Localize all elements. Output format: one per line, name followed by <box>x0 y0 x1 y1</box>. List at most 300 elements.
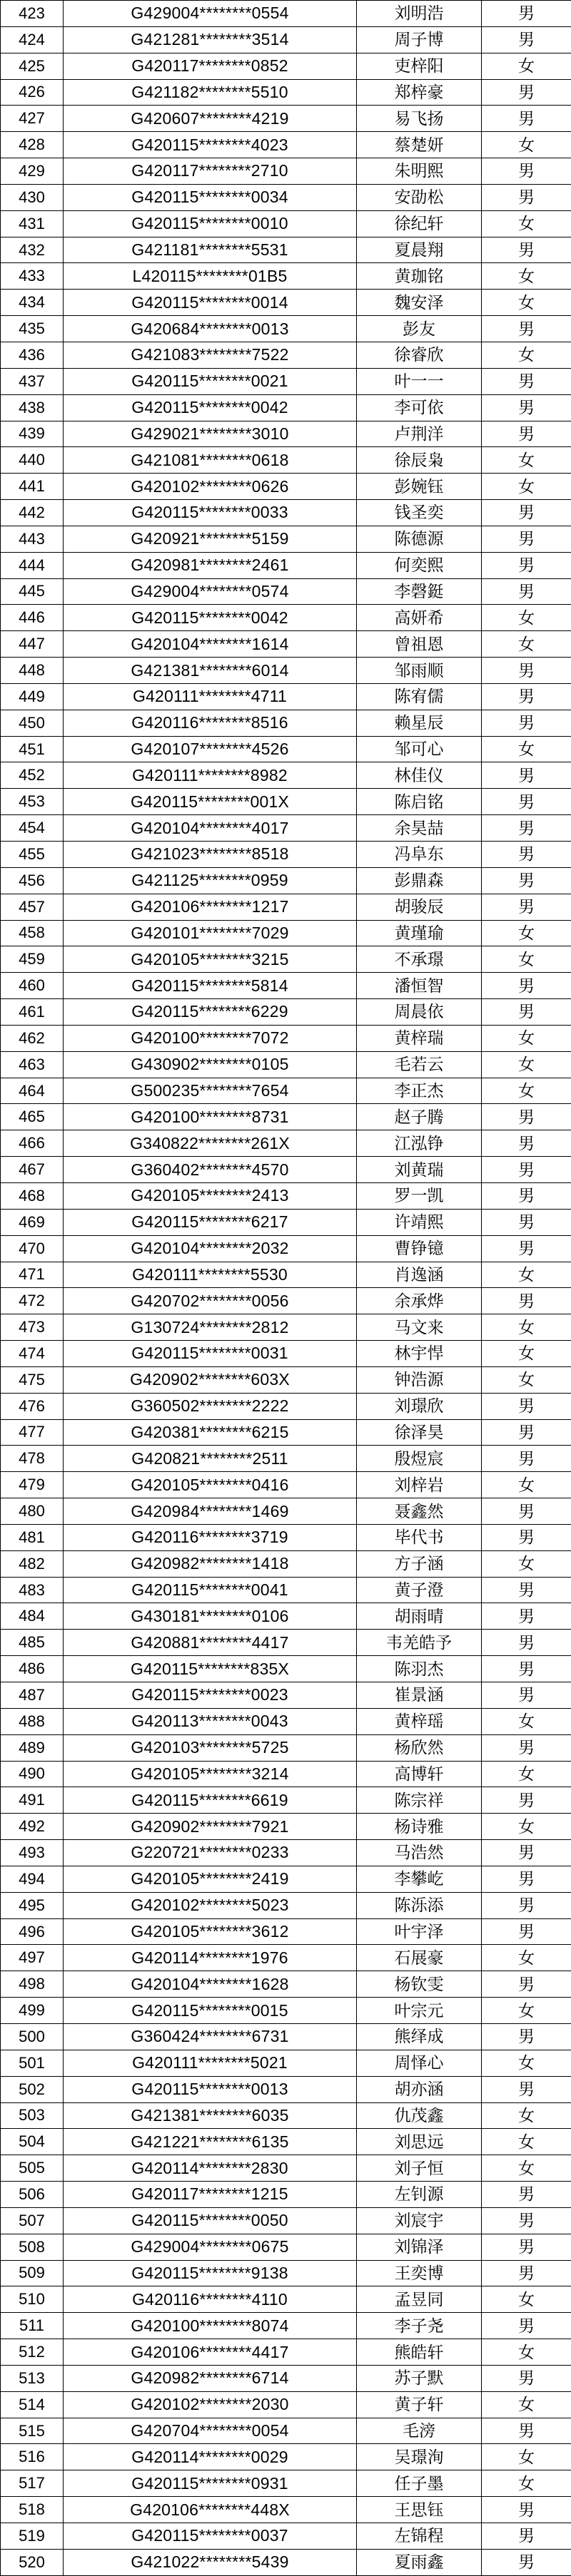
gender-cell: 男 <box>482 1787 571 1814</box>
gender-cell: 男 <box>482 1840 571 1866</box>
row-number-cell: 476 <box>1 1393 64 1419</box>
student-name-cell: 高博轩 <box>357 1761 482 1787</box>
table-row <box>1 1104 571 1130</box>
student-name-cell: 徐睿欣 <box>357 342 482 368</box>
id-number-cell: G421182********5510 <box>64 79 357 106</box>
id-number-cell: G420115********0021 <box>64 368 357 394</box>
student-name-cell: 夏晨翔 <box>357 237 482 263</box>
gender-cell: 男 <box>482 1971 571 1998</box>
id-number-cell: G420115********0042 <box>64 394 357 421</box>
gender-cell: 女 <box>482 474 571 500</box>
table-row <box>1 762 571 789</box>
id-number-cell: G360402********4570 <box>64 1157 357 1183</box>
gender-cell: 女 <box>482 53 571 79</box>
student-name-cell: 毛若云 <box>357 1051 482 1078</box>
student-name-cell: 胡雨晴 <box>357 1603 482 1630</box>
row-number-cell: 510 <box>1 2286 64 2313</box>
row-number-cell: 439 <box>1 421 64 447</box>
row-number-cell: 480 <box>1 1498 64 1525</box>
table-row <box>1 1814 571 1840</box>
row-number-cell: 518 <box>1 2497 64 2523</box>
student-name-cell: 易飞扬 <box>357 106 482 132</box>
id-number-cell: G421221********6135 <box>64 2129 357 2155</box>
table-row <box>1 2365 571 2391</box>
row-number-cell: 514 <box>1 2391 64 2418</box>
table-row <box>1 658 571 684</box>
student-name-cell: 左锦程 <box>357 2523 482 2550</box>
table-row <box>1 237 571 263</box>
row-number-cell: 464 <box>1 1078 64 1104</box>
student-name-cell: 彭婉钰 <box>357 474 482 500</box>
gender-cell: 男 <box>482 1288 571 1314</box>
row-number-cell: 498 <box>1 1971 64 1998</box>
student-name-cell: 黄瑾瑜 <box>357 920 482 946</box>
table-row <box>1 394 571 421</box>
table-row <box>1 2418 571 2444</box>
gender-cell: 男 <box>482 1682 571 1709</box>
gender-cell: 男 <box>482 368 571 394</box>
row-number-cell: 433 <box>1 263 64 290</box>
gender-cell: 男 <box>482 894 571 920</box>
row-number-cell: 469 <box>1 1209 64 1235</box>
gender-cell: 女 <box>482 1945 571 1971</box>
gender-cell: 男 <box>482 1130 571 1157</box>
table-row <box>1 1472 571 1498</box>
student-name-cell: 徐辰枭 <box>357 447 482 474</box>
student-name-cell: 杨诗雅 <box>357 1814 482 1840</box>
gender-cell: 女 <box>482 2286 571 2313</box>
table-row <box>1 1603 571 1630</box>
student-name-cell: 蔡楚妍 <box>357 132 482 158</box>
student-name-cell: 罗一凯 <box>357 1182 482 1209</box>
row-number-cell: 446 <box>1 605 64 631</box>
id-number-cell: G420115********0013 <box>64 2076 357 2102</box>
row-number-cell: 500 <box>1 2023 64 2050</box>
row-number-cell: 481 <box>1 1524 64 1550</box>
student-name-cell: 刘锦泽 <box>357 2234 482 2260</box>
row-number-cell: 504 <box>1 2129 64 2155</box>
id-number-cell: G420115********6619 <box>64 1787 357 1814</box>
table-row <box>1 1682 571 1709</box>
id-number-cell: G420106********1217 <box>64 894 357 920</box>
id-number-cell: G420111********5530 <box>64 1262 357 1288</box>
row-number-cell: 453 <box>1 789 64 815</box>
row-number-cell: 465 <box>1 1104 64 1130</box>
student-name-cell: 彭友 <box>357 316 482 342</box>
row-number-cell: 505 <box>1 2155 64 2182</box>
table-row <box>1 1918 571 1945</box>
row-number-cell: 424 <box>1 26 64 53</box>
row-number-cell: 499 <box>1 1998 64 2024</box>
row-number-cell: 473 <box>1 1314 64 1341</box>
row-number-cell: 509 <box>1 2260 64 2286</box>
gender-cell: 男 <box>482 842 571 868</box>
gender-cell: 女 <box>482 1998 571 2024</box>
table-row <box>1 1314 571 1341</box>
row-number-cell: 449 <box>1 683 64 710</box>
student-name-cell: 刘璟欣 <box>357 1393 482 1419</box>
table-row <box>1 79 571 106</box>
id-number-cell: G420106********4417 <box>64 2339 357 2366</box>
gender-cell: 女 <box>482 736 571 762</box>
row-number-cell: 443 <box>1 526 64 552</box>
gender-cell: 男 <box>482 762 571 789</box>
student-name-cell: 徐泽昊 <box>357 1419 482 1446</box>
student-name-cell: 孟昱同 <box>357 2286 482 2313</box>
table-row <box>1 26 571 53</box>
student-name-cell: 李磬鋌 <box>357 578 482 605</box>
student-name-cell: 黄梓瑶 <box>357 1708 482 1734</box>
id-number-cell: G420107********4526 <box>64 736 357 762</box>
row-number-cell: 486 <box>1 1656 64 1682</box>
student-name-cell: 不承璟 <box>357 946 482 973</box>
id-number-cell: G421381********6014 <box>64 658 357 684</box>
row-number-cell: 489 <box>1 1734 64 1761</box>
student-name-cell: 安劭松 <box>357 184 482 210</box>
row-number-cell: 508 <box>1 2234 64 2260</box>
row-number-cell: 520 <box>1 2549 64 2575</box>
table-row <box>1 1734 571 1761</box>
row-number-cell: 423 <box>1 1 64 27</box>
gender-cell: 男 <box>482 789 571 815</box>
table-row <box>1 1078 571 1104</box>
gender-cell: 男 <box>482 1209 571 1235</box>
gender-cell: 女 <box>482 132 571 158</box>
id-number-cell: G420982********6714 <box>64 2365 357 2391</box>
gender-cell: 男 <box>482 1892 571 1918</box>
id-number-cell: G420114********2830 <box>64 2155 357 2182</box>
id-number-cell: G420111********4711 <box>64 683 357 710</box>
id-number-cell: G420115********0034 <box>64 184 357 210</box>
student-name-cell: 马浩然 <box>357 1840 482 1866</box>
row-number-cell: 430 <box>1 184 64 210</box>
row-number-cell: 490 <box>1 1761 64 1787</box>
table-row <box>1 894 571 920</box>
row-number-cell: 501 <box>1 2050 64 2076</box>
table-row <box>1 342 571 368</box>
student-name-cell: 任子墨 <box>357 2470 482 2497</box>
student-name-cell: 刘明浩 <box>357 1 482 27</box>
table-row <box>1 184 571 210</box>
id-number-cell: G420115********4023 <box>64 132 357 158</box>
row-number-cell: 471 <box>1 1262 64 1288</box>
id-number-cell: G421023********8518 <box>64 842 357 868</box>
row-number-cell: 440 <box>1 447 64 474</box>
id-number-cell: G420115********835X <box>64 1656 357 1682</box>
id-number-cell: G429004********0675 <box>64 2234 357 2260</box>
table-row <box>1 500 571 526</box>
id-number-cell: G420881********4417 <box>64 1630 357 1656</box>
table-row <box>1 1 571 27</box>
id-number-cell: G420105********3612 <box>64 1918 357 1945</box>
gender-cell: 男 <box>482 1577 571 1603</box>
id-number-cell: G429004********0554 <box>64 1 357 27</box>
gender-cell: 男 <box>482 1734 571 1761</box>
table-row <box>1 1235 571 1262</box>
id-number-cell: G130724********2812 <box>64 1314 357 1341</box>
gender-cell: 女 <box>482 1366 571 1393</box>
gender-cell: 男 <box>482 79 571 106</box>
student-name-cell: 毕代书 <box>357 1524 482 1550</box>
row-number-cell: 458 <box>1 920 64 946</box>
gender-cell: 女 <box>482 1472 571 1498</box>
id-number-cell: G420921********5159 <box>64 526 357 552</box>
id-number-cell: G420114********1976 <box>64 1945 357 1971</box>
student-name-cell: 赖星辰 <box>357 710 482 736</box>
student-name-cell: 王奕博 <box>357 2260 482 2286</box>
row-number-cell: 513 <box>1 2365 64 2391</box>
id-number-cell: G420100********8731 <box>64 1104 357 1130</box>
student-name-cell: 林佳仪 <box>357 762 482 789</box>
row-number-cell: 455 <box>1 842 64 868</box>
table-row <box>1 1419 571 1446</box>
row-number-cell: 491 <box>1 1787 64 1814</box>
id-number-cell: G420113********0043 <box>64 1708 357 1734</box>
student-name-cell: 毛滂 <box>357 2418 482 2444</box>
table-row <box>1 210 571 237</box>
gender-cell: 男 <box>482 500 571 526</box>
row-number-cell: 462 <box>1 1025 64 1051</box>
table-row <box>1 132 571 158</box>
gender-cell: 男 <box>482 1866 571 1892</box>
student-name-cell: 崔景涵 <box>357 1682 482 1709</box>
id-number-cell: G420117********2710 <box>64 158 357 185</box>
id-number-cell: G429004********0574 <box>64 578 357 605</box>
table-row <box>1 447 571 474</box>
student-name-cell: 杨欣然 <box>357 1734 482 1761</box>
id-number-cell: G420100********7072 <box>64 1025 357 1051</box>
student-name-cell: 彭鼎森 <box>357 867 482 894</box>
gender-cell: 女 <box>482 2155 571 2182</box>
id-number-cell: G420115********001X <box>64 789 357 815</box>
row-number-cell: 435 <box>1 316 64 342</box>
row-number-cell: 511 <box>1 2313 64 2339</box>
gender-cell: 男 <box>482 1182 571 1209</box>
id-number-cell: G421022********5439 <box>64 2549 357 2575</box>
id-number-cell: G420704********0054 <box>64 2418 357 2444</box>
row-number-cell: 512 <box>1 2339 64 2366</box>
student-name-cell: 刘宸宇 <box>357 2207 482 2234</box>
table-row <box>1 605 571 631</box>
student-name-cell: 左钊源 <box>357 2182 482 2208</box>
id-number-cell: G500235********7654 <box>64 1078 357 1104</box>
gender-cell: 男 <box>482 1104 571 1130</box>
student-name-cell: 刘思远 <box>357 2129 482 2155</box>
row-number-cell: 485 <box>1 1630 64 1656</box>
gender-cell: 男 <box>482 106 571 132</box>
id-number-cell: G360424********6731 <box>64 2023 357 2050</box>
gender-cell: 男 <box>482 2523 571 2550</box>
table-row <box>1 2207 571 2234</box>
student-name-cell: 曾祖恩 <box>357 631 482 658</box>
row-number-cell: 456 <box>1 867 64 894</box>
id-number-cell: G420105********2419 <box>64 1866 357 1892</box>
student-name-cell: 余承烨 <box>357 1288 482 1314</box>
gender-cell: 女 <box>482 1550 571 1577</box>
row-number-cell: 431 <box>1 210 64 237</box>
student-name-cell: 叶一一 <box>357 368 482 394</box>
id-number-cell: G420381********6215 <box>64 1419 357 1446</box>
table-row <box>1 263 571 290</box>
table-row <box>1 1577 571 1603</box>
table-row <box>1 815 571 842</box>
gender-cell: 男 <box>482 1498 571 1525</box>
gender-cell: 男 <box>482 2076 571 2102</box>
table-row <box>1 2260 571 2286</box>
table-row <box>1 1393 571 1419</box>
table-row <box>1 158 571 185</box>
gender-cell: 男 <box>482 1656 571 1682</box>
student-name-cell: 李正杰 <box>357 1078 482 1104</box>
gender-cell: 男 <box>482 184 571 210</box>
gender-cell: 女 <box>482 1025 571 1051</box>
gender-cell: 女 <box>482 342 571 368</box>
table-row <box>1 1182 571 1209</box>
gender-cell: 男 <box>482 1918 571 1945</box>
gender-cell: 女 <box>482 2444 571 2470</box>
student-name-cell: 林宇悍 <box>357 1341 482 1367</box>
table-row <box>1 2444 571 2470</box>
gender-cell: 男 <box>482 2182 571 2208</box>
id-number-cell: G420101********7029 <box>64 920 357 946</box>
gender-cell: 男 <box>482 973 571 999</box>
id-number-cell: G430902********0105 <box>64 1051 357 1078</box>
table-row <box>1 316 571 342</box>
table-row <box>1 474 571 500</box>
table-row <box>1 578 571 605</box>
table-row <box>1 1262 571 1288</box>
row-number-cell: 482 <box>1 1550 64 1577</box>
student-name-cell: 陈泺添 <box>357 1892 482 1918</box>
gender-cell: 女 <box>482 290 571 316</box>
row-number-cell: 457 <box>1 894 64 920</box>
row-number-cell: 451 <box>1 736 64 762</box>
student-name-cell: 刘梓岩 <box>357 1472 482 1498</box>
id-number-cell: G420105********3215 <box>64 946 357 973</box>
gender-cell: 女 <box>482 1341 571 1367</box>
row-number-cell: 452 <box>1 762 64 789</box>
table-row <box>1 1761 571 1787</box>
student-name-cell: 刘子恒 <box>357 2155 482 2182</box>
student-name-cell: 周子博 <box>357 26 482 53</box>
student-name-cell: 黄珈铭 <box>357 263 482 290</box>
gender-cell: 男 <box>482 1446 571 1472</box>
gender-cell: 男 <box>482 2365 571 2391</box>
id-number-cell: G421083********7522 <box>64 342 357 368</box>
row-number-cell: 444 <box>1 552 64 578</box>
row-number-cell: 450 <box>1 710 64 736</box>
gender-cell: 男 <box>482 316 571 342</box>
gender-cell: 女 <box>482 2102 571 2129</box>
id-number-cell: G420106********448X <box>64 2497 357 2523</box>
id-number-cell: G420115********0050 <box>64 2207 357 2234</box>
table-row <box>1 1708 571 1734</box>
id-number-cell: G420105********3214 <box>64 1761 357 1787</box>
student-name-cell: 何奕熙 <box>357 552 482 578</box>
row-number-cell: 477 <box>1 1419 64 1446</box>
id-number-cell: G420100********8074 <box>64 2313 357 2339</box>
row-number-cell: 496 <box>1 1918 64 1945</box>
row-number-cell: 492 <box>1 1814 64 1840</box>
gender-cell: 男 <box>482 2313 571 2339</box>
student-name-cell: 朱明熙 <box>357 158 482 185</box>
id-number-cell: G420111********5021 <box>64 2050 357 2076</box>
id-number-cell: G429021********3010 <box>64 421 357 447</box>
student-name-cell: 陈宥儒 <box>357 683 482 710</box>
table-row <box>1 1840 571 1866</box>
gender-cell: 男 <box>482 2260 571 2286</box>
table-row <box>1 2286 571 2313</box>
id-number-cell: G420684********0013 <box>64 316 357 342</box>
id-number-cell: G420982********1418 <box>64 1550 357 1577</box>
id-number-cell: G420115********5814 <box>64 973 357 999</box>
gender-cell: 男 <box>482 26 571 53</box>
gender-cell: 女 <box>482 1051 571 1078</box>
table-row <box>1 2523 571 2550</box>
id-number-cell: G420984********1469 <box>64 1498 357 1525</box>
gender-cell: 女 <box>482 1761 571 1787</box>
table-row <box>1 973 571 999</box>
table-row <box>1 1209 571 1235</box>
row-number-cell: 437 <box>1 368 64 394</box>
row-number-cell: 460 <box>1 973 64 999</box>
id-number-cell: G420115********0015 <box>64 1998 357 2024</box>
gender-cell: 女 <box>482 2050 571 2076</box>
table-row <box>1 789 571 815</box>
id-number-cell: G420115********0014 <box>64 290 357 316</box>
id-number-cell: G420115********0041 <box>64 1577 357 1603</box>
table-row <box>1 1498 571 1525</box>
student-name-cell: 邹雨顺 <box>357 658 482 684</box>
table-row <box>1 842 571 868</box>
gender-cell: 男 <box>482 2418 571 2444</box>
table-row <box>1 1550 571 1577</box>
student-name-cell: 赵子腾 <box>357 1104 482 1130</box>
id-number-cell: L420115********01B5 <box>64 263 357 290</box>
id-number-cell: G420116********4110 <box>64 2286 357 2313</box>
row-number-cell: 517 <box>1 2470 64 2497</box>
student-name-cell: 李攀屹 <box>357 1866 482 1892</box>
student-name-cell: 聂鑫然 <box>357 1498 482 1525</box>
row-number-cell: 475 <box>1 1366 64 1393</box>
row-number-cell: 494 <box>1 1866 64 1892</box>
student-name-cell: 叶宇泽 <box>357 1918 482 1945</box>
row-number-cell: 516 <box>1 2444 64 2470</box>
row-number-cell: 507 <box>1 2207 64 2234</box>
student-name-cell: 冯阜东 <box>357 842 482 868</box>
gender-cell: 男 <box>482 1630 571 1656</box>
id-number-cell: G421125********0959 <box>64 867 357 894</box>
table-row <box>1 1787 571 1814</box>
gender-cell: 男 <box>482 999 571 1026</box>
row-number-cell: 448 <box>1 658 64 684</box>
row-number-cell: 425 <box>1 53 64 79</box>
table-row <box>1 1656 571 1682</box>
student-name-cell: 肖逸涵 <box>357 1262 482 1288</box>
row-number-cell: 461 <box>1 999 64 1026</box>
table-row <box>1 1971 571 1998</box>
id-number-cell: G430181********0106 <box>64 1603 357 1630</box>
table-row <box>1 2155 571 2182</box>
student-name-cell: 黄子澄 <box>357 1577 482 1603</box>
table-row <box>1 710 571 736</box>
gender-cell: 女 <box>482 210 571 237</box>
id-number-cell: G420115********9138 <box>64 2260 357 2286</box>
student-name-cell: 李子尧 <box>357 2313 482 2339</box>
student-name-cell: 邹可心 <box>357 736 482 762</box>
gender-cell: 男 <box>482 683 571 710</box>
id-number-cell: G420116********3719 <box>64 1524 357 1550</box>
